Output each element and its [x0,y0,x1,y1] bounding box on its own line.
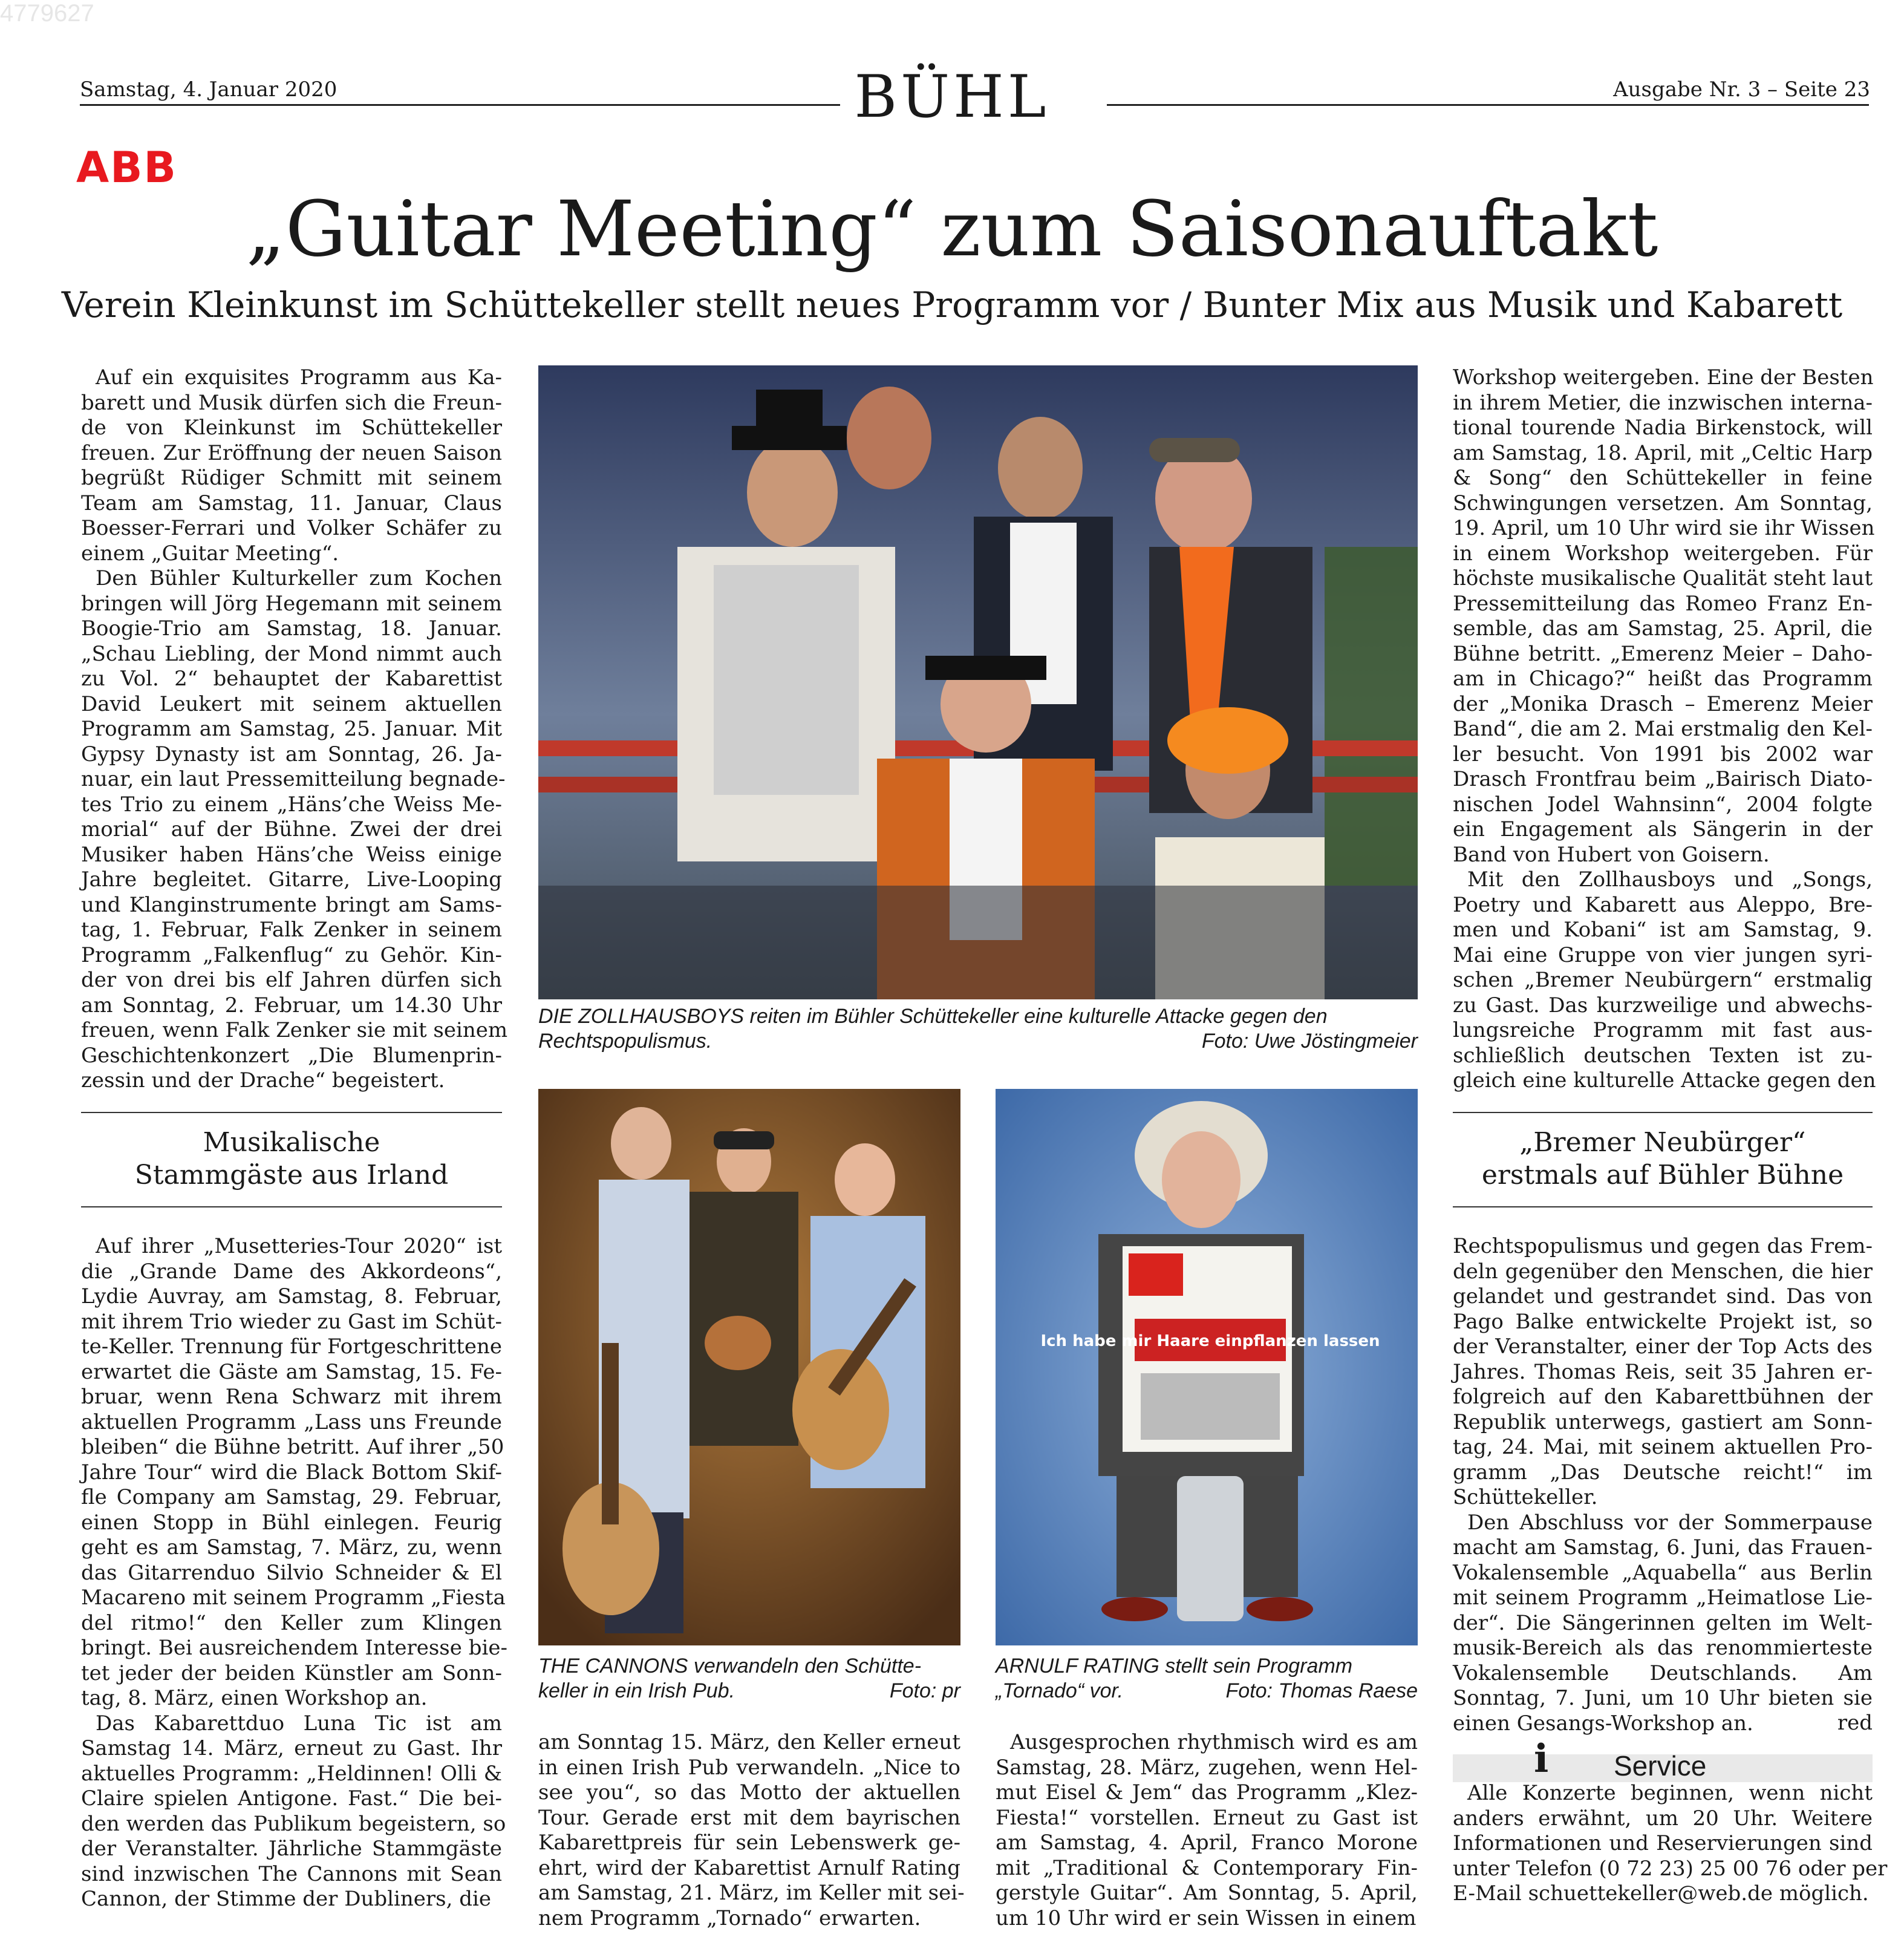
text-line: den werden das Publikum begeistern, so [81,1811,506,1836]
text-line: aktuelles Programm: „Heldinnen! Olli & [81,1761,502,1786]
column-1-top [81,365,508,1094]
text-line: Macareno mit seinem Programm „Fiesta [81,1586,506,1610]
divider-rule [81,1112,502,1113]
text-line: am Sonntag, 2. Februar, um 14.30 Uhr [81,993,502,1018]
text-line: Samstag 14. März, erneut zu Gast. Ihr [81,1736,502,1760]
caption-cannons [538,1654,960,1704]
text-line: & Song“ den Schüttekeller in feine [1453,466,1873,490]
text-line: Samstag, 28. März, zugehen, wenn Hel- [996,1755,1418,1780]
caption-arnulf-rating [996,1654,1418,1704]
text-line: ler besucht. Von 1991 bis 2002 war [1453,742,1873,766]
text-line: am Samstag, 4. April, Franco Morone [996,1831,1418,1855]
text-line: geht es am Samstag, 7. März, zu, wenn [81,1535,502,1560]
text-line: del ritmo!“ den Keller zum Klingen [81,1610,502,1635]
photo-credit: Foto: Thomas Raese [1225,1679,1418,1702]
text-line: der Veranstalter. Jährliche Stammgäste [81,1837,502,1861]
text-line: nischen Jodel Wahnsinn“, 2004 folgte [1453,792,1873,817]
text-line: Jahre begleitet. Gitarre, Live-Looping [81,867,502,892]
text-line: am Samstag, 18. April, mit „Celtic Harp [1453,440,1873,465]
photo-credit: Foto: pr [889,1679,960,1702]
divider-rule [1453,1112,1873,1113]
column-3-bottom [996,1730,1418,1931]
zollhausboys-image [538,365,1418,999]
text-line: Rechtspopulismus und gegen das Frem- [1453,1234,1873,1258]
text-line: aktuellen Programm „Lass uns Freunde [81,1410,502,1434]
text-line: tional tourende Nadia Birkenstock, will [1453,416,1873,440]
text-line: höchste musikalische Qualität steht laut [1453,566,1873,590]
subtitle-line: Musikalische [203,1127,380,1158]
subtitle-bremer [1453,1126,1873,1192]
divider-rule [81,1206,502,1207]
text-line: musik-Bereich als das renommierteste [1453,1636,1873,1660]
text-line: Auf ihrer „Musetteries-Tour 2020“ ist [96,1234,502,1258]
text-line: Programm „Falkenflug“ zu Gehör. Kin- [81,942,502,967]
text-line: einen Stopp in Bühl einlegen. Feurig [81,1510,502,1535]
subtitle-line: Stammgäste aus Irland [134,1160,449,1191]
text-line: mit „Traditional & Contemporary Fin- [996,1855,1418,1880]
text-line: mut Eisel & Jem“ das Programm „Klez- [996,1780,1418,1805]
text-line: in ihrem Metier, die inzwischen interna- [1453,390,1873,415]
text-line: Mit den Zollhausboys und „Songs, [1467,867,1873,892]
arnulf-rating-image [996,1089,1418,1645]
photo-zollhausboys [538,365,1418,999]
photo-credit: Foto: Uwe Jöstingmeier [1201,1030,1418,1053]
text-line: zessin und der Drache“ begeistert. [81,1068,445,1093]
section-title: BÜHL [840,63,1064,131]
caption-text: ARNULF RATING stellt sein Programm „Tornado“ vor. [996,1655,1353,1702]
text-line: sind inzwischen The Cannons mit Sean [81,1861,502,1886]
text-line: „Schau Liebling, der Mond nimmt auch [81,641,502,666]
text-line: Vokalensemble „Aquabella“ aus Berlin [1453,1560,1873,1585]
text-line: Jahres. Thomas Reis, seit 35 Jahren er- [1453,1359,1873,1384]
text-line: Ausgesprochen rhythmisch wird es am [1010,1730,1418,1754]
text-line: Workshop weitergeben. Eine der Besten [1453,365,1874,390]
text-line: Jahre Tour“ wird die Black Bottom Skif- [81,1460,502,1485]
text-line: und Klanginstrumente bringt am Sams- [81,892,502,917]
column-1-text-b [81,1234,507,1912]
text-line: folgreich auf den Kabarettbühnen der [1453,1385,1873,1409]
service-lines [1453,1781,1888,1907]
subtitle-line: erstmals auf Bühler Bühne [1481,1160,1844,1191]
text-line: te-Keller. Trennung für Fortgeschrittene [81,1335,502,1359]
text-line: lungsreiche Programm mit fast aus- [1453,1018,1873,1042]
text-line: mit ihrem Trio wieder zu Gast im Schüt- [81,1309,502,1334]
text-line: E-Mail schuettekeller@web.de möglich. [1453,1881,1869,1906]
column-1-bottom [81,1234,507,1912]
text-line: Drasch Frontfrau beim „Bairisch Diato- [1453,767,1873,791]
text-line: Programm am Samstag, 25. Januar. Mit [81,717,502,741]
newspaper-headline: Ich habe mir Haare einpflanzen lassen [1040,1332,1380,1350]
text-line: Geschichtenkonzert „Die Blumenprin- [81,1043,502,1068]
text-line: gleich eine kulturelle Attacke gegen den [1453,1068,1876,1093]
column-3-text [996,1730,1418,1931]
text-line: men und Kobani“ ist am Samstag, 9. [1453,918,1873,942]
column-2-text [538,1730,965,1931]
text-line: bruar, wenn Rena Schwarz mit ihrem [81,1385,502,1409]
column-1-text-a [81,365,508,1094]
text-line: Den Abschluss vor der Sommerpause [1467,1510,1873,1535]
text-line: Musiker haben Häns’che Weiss einige [81,842,502,867]
text-line: Pressemitteilung das Romeo Franz En- [1453,591,1873,616]
text-line: bleiben“ die Bühne betritt. Auf ihrer „50 [81,1435,504,1459]
text-line: am in Chicago?“ heißt das Programm [1453,667,1873,691]
text-line: Band von Hubert von Goisern. [1453,842,1770,867]
text-line: der“. Die Sängerinnen gelten im Welt- [1453,1610,1873,1635]
text-line: einem „Guitar Meeting“. [81,541,339,566]
text-line: die „Grande Dame des Akkordeons“, [81,1259,502,1284]
text-line: Boogie-Trio am Samstag, 18. Januar. [81,616,502,641]
text-line: gerstyle Guitar“. Am Sonntag, 5. April, [996,1881,1418,1905]
text-line: zu Gast. Das kurzweilige und abwechs- [1453,993,1873,1018]
column-4-text-a [1453,365,1876,1094]
text-line: Mai eine Gruppe von vier jungen syri- [1453,942,1873,967]
text-line: tag, 24. Mai, mit seinem aktuellen Pro- [1453,1435,1873,1459]
text-line: Tour. Gerade erst mit dem bayrischen [538,1805,960,1830]
text-line: anders erwähnt, um 20 Uhr. Weitere [1453,1806,1873,1831]
photo-cannons [538,1089,960,1645]
subtitle-line: „Bremer Neubürger“ [1519,1127,1806,1158]
text-line: einen Gesangs-Workshop an. [1453,1711,1753,1736]
text-line: um 10 Uhr wird er sein Wissen in einem [996,1906,1417,1930]
service-text [1453,1781,1888,1907]
text-line: Schüttekeller. [1453,1485,1598,1509]
divider-rule [1453,1206,1873,1207]
photo-arnulf-rating [996,1089,1418,1645]
text-line: Claire spielen Antigone. Fast.“ Die bei- [81,1786,502,1811]
column-4-text-b [1453,1234,1873,1736]
text-line: Band“, die am 2. Mai erstmalig den Kel- [1453,717,1873,741]
text-line: Das Kabarettduo Luna Tic ist am [96,1711,502,1736]
subtitle-irland [81,1126,502,1192]
text-line: Cannon, der Stimme der Dubliners, die [81,1887,491,1911]
text-line: nem Programm „Tornado“ erwarten. [538,1906,921,1930]
text-line: schließlich deutschen Texten ist zu- [1453,1043,1873,1068]
text-line: Auf ein exquisites Programm aus Ka- [96,365,502,390]
text-line: der Veranstalter, einer der Top Acts des [1453,1335,1873,1359]
text-line: see you“, so das Motto der aktuellen [538,1780,960,1805]
subheadline: Verein Kleinkunst im Schüttekeller stellt neues Programm vor / Bunter Mix aus Musik und Kabarett [61,284,1843,325]
text-line: tet jeder der beiden Künstler am Sonn- [81,1661,502,1685]
cannons-image [538,1089,960,1645]
caption-zollhausboys [538,1004,1418,1054]
text-line: tag, 1. Februar, Falk Zenker in seinem [81,918,502,942]
text-line: gelandet und gestrandet sind. Das von [1453,1284,1873,1308]
text-line: am Sonntag 15. März, den Keller erneut [538,1730,960,1754]
text-line: semble, das am Samstag, 25. April, die [1453,616,1873,641]
text-line: Fiesta!“ vorstellen. Erneut zu Gast ist [996,1805,1418,1830]
column-2-bottom [538,1730,965,1931]
text-line: das Gitarrenduo Silvio Schneider & El [81,1560,502,1585]
abb-logo: ABB [76,143,177,192]
text-line: Gypsy Dynasty ist am Sonntag, 26. Ja- [81,742,502,766]
caption-text: THE CANNONS verwandeln den Schütte-keller in ein Irish Pub. [538,1655,922,1702]
text-line: freuen, wenn Falk Zenker sie mit seinem [81,1018,508,1042]
text-line: fle Company am Samstag, 29. Februar, [81,1485,502,1509]
text-line: deln gegenüber den Menschen, die hier [1453,1259,1873,1284]
document-id: 4779627 [0,0,94,27]
text-line: Lydie Auvray, am Samstag, 8. Februar, [81,1284,502,1308]
text-line: schen „Bremer Neubürgern“ erstmalig [1453,968,1873,992]
text-line: erwartet die Gäste am Samstag, 15. Fe- [81,1359,502,1384]
text-line: de von Kleinkunst im Schüttekeller [81,416,502,440]
text-line: tes Trio zu einem „Häns’che Weiss Me- [81,792,502,817]
text-line: der „Monika Drasch – Emerenz Meier [1453,691,1873,716]
text-line: Alle Konzerte beginnen, wenn nicht [1467,1781,1873,1805]
text-line: zu Vol. 2“ behauptet der Kabarettist [81,667,502,691]
header-date: Samstag, 4. Januar 2020 [80,77,344,102]
header-issue: Ausgabe Nr. 3 – Seite 23 [1606,77,1870,102]
text-line: am Samstag, 21. März, im Keller mit sei- [538,1881,965,1905]
text-line: tag, 8. März, einen Workshop an. [81,1686,428,1710]
text-line: Boesser-Ferrari und Volker Schäfer zu [81,516,502,540]
text-line: Schwingungen versetzen. Am Sonntag, [1453,491,1873,515]
service-title: Service [1614,1750,1707,1782]
signoff: red [1837,1711,1873,1735]
text-line: begrüßt Rüdiger Schmitt mit seinem [81,466,502,490]
text-line: unter Telefon (0 72 23) 25 00 76 oder per [1453,1856,1888,1881]
text-line: 19. April, um 10 Uhr wird sie ihr Wissen [1453,516,1875,540]
info-icon: i [1534,1736,1549,1782]
text-line: der von drei bis elf Jahren dürfen sich [81,968,502,992]
text-line: nuar, ein laut Pressemitteilung begnade- [81,767,506,791]
text-line: mit seinem Programm „Heimatlose Lie- [1453,1586,1873,1610]
text-line: Bühne betritt. „Emerenz Meier – Daho- [1453,641,1873,666]
text-line: Kabarettpreis für sein Lebenswerk ge- [538,1831,960,1855]
text-line: Pago Balke entwickelte Projekt ist, so [1453,1309,1873,1334]
text-line: Informationen und Reservierungen sind [1453,1831,1873,1855]
text-line: Vokalensemble Deutschlands. Am [1453,1661,1873,1685]
text-line: in einen Irish Pub verwandeln. „Nice to [538,1755,960,1780]
text-line: ein Engagement als Sängerin in der [1453,817,1873,841]
text-line: Republik unterwegs, gastiert am Sonn- [1453,1410,1873,1434]
headline: „Guitar Meeting“ zum Saisonauftakt [246,185,1658,273]
caption-text: DIE ZOLLHAUSBOYS reiten im Bühler Schüttekeller eine kulturelle Attacke gegen den Rechtspopulismus. [538,1005,1328,1053]
text-line: in einem Workshop weitergeben. Für [1453,541,1873,566]
text-line: morial“ auf der Bühne. Zwei der drei [81,817,502,841]
text-line: ehrt, wird der Kabarettist Arnulf Rating [538,1855,960,1880]
column-4-bottom [1453,1234,1873,1736]
text-line: freuen. Zur Eröffnung der neuen Saison [81,440,502,465]
text-line: Team am Samstag, 11. Januar, Claus [81,491,502,515]
text-line: bringen will Jörg Hegemann mit seinem [81,591,502,616]
text-line: barett und Musik dürfen sich die Freun- [81,390,502,415]
text-line: macht am Samstag, 6. Juni, das Frauen- [1453,1535,1873,1560]
text-line: bringt. Bei ausreichendem Interesse bie- [81,1636,507,1660]
text-line: Den Bühler Kulturkeller zum Kochen [96,566,502,590]
text-line: gramm „Das Deutsche reicht!“ im [1453,1460,1873,1485]
text-line: David Leukert mit seinem aktuellen [81,691,502,716]
text-line: Sonntag, 7. Juni, um 10 Uhr bieten sie [1453,1686,1873,1710]
column-4-top [1453,365,1876,1094]
text-line: Poetry und Kabarett aus Aleppo, Bre- [1453,892,1873,917]
